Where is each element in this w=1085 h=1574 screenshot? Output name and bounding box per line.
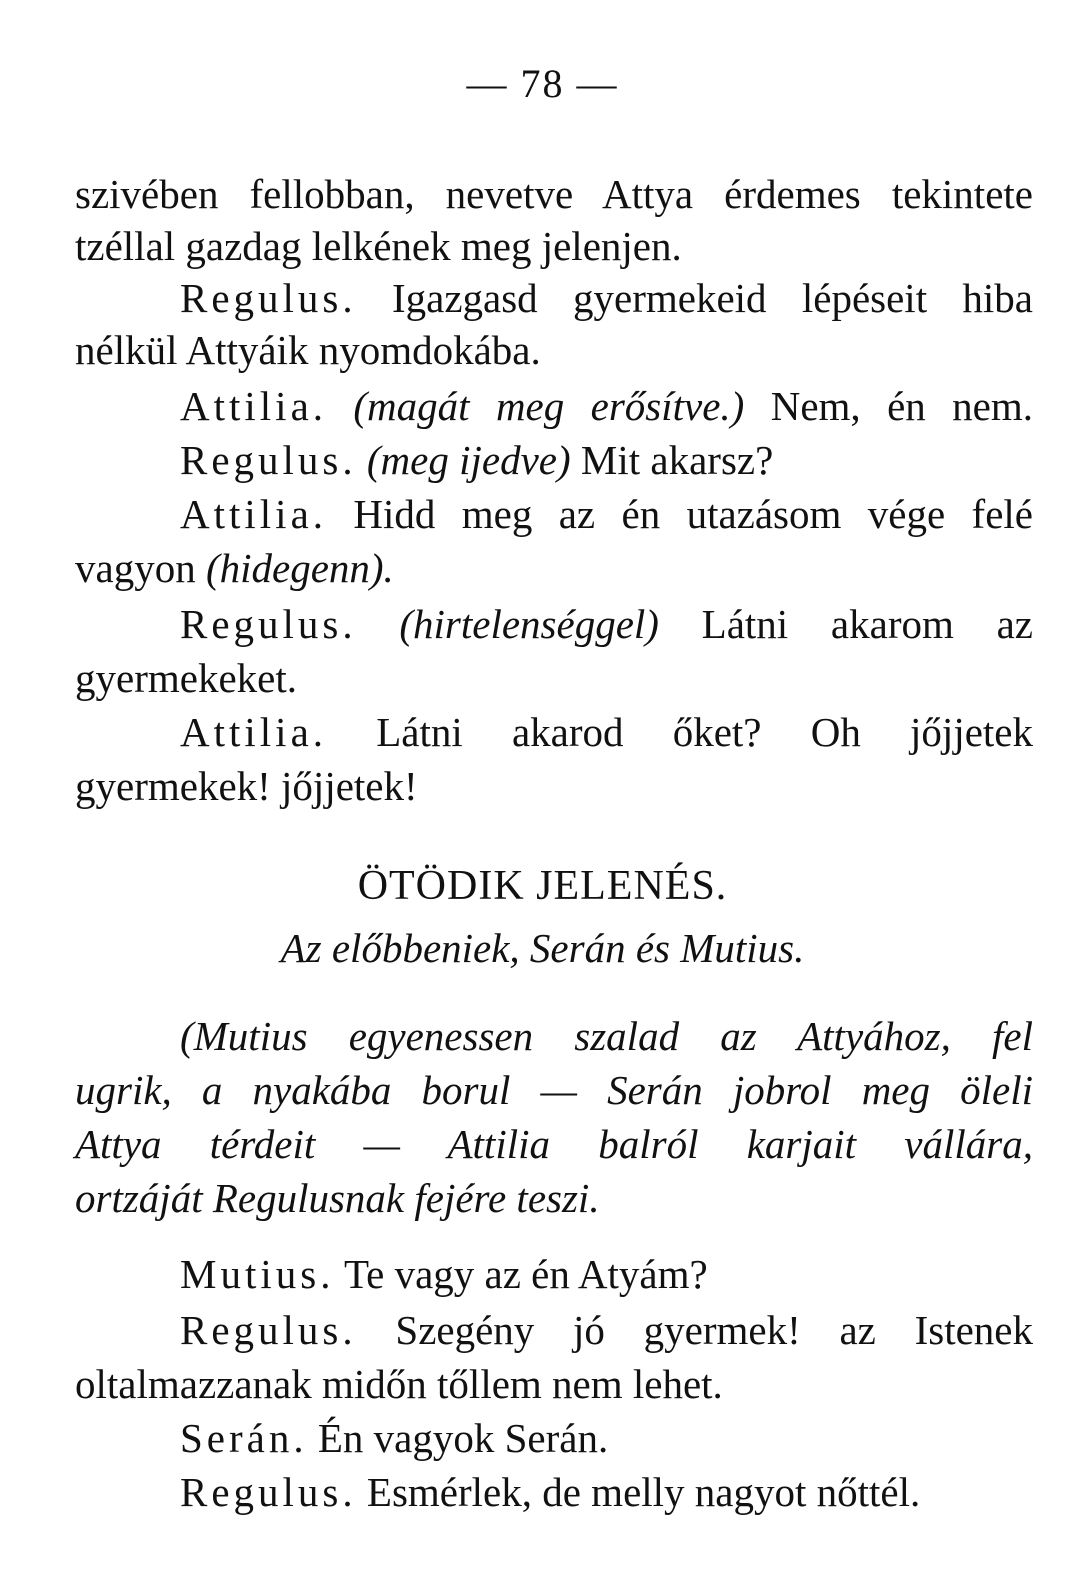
- stage-direction-line: ortzáját Regulusnak fejére teszi.: [75, 1175, 600, 1221]
- dialogue-line: [180, 1412, 1033, 1464]
- dialogue-line: [180, 380, 1033, 432]
- dialogue-text: Mit akarsz?: [570, 437, 774, 483]
- stage-direction: (hidegenn).: [205, 545, 394, 591]
- speaker-name: Regulus.: [180, 275, 357, 321]
- dialogue-text: Látni akarod őket? Oh jőjjetek: [327, 709, 1033, 755]
- speaker-name: Regulus.: [180, 601, 357, 647]
- stage-direction: (hirtelenséggel): [356, 601, 659, 647]
- dialogue-text: Látni akarom az: [658, 601, 1033, 647]
- text-line: oltalmazzanak midőn tőllem nem lehet.: [75, 1361, 723, 1407]
- dialogue-text: Szegény jó gyermek! az Istenek: [356, 1307, 1033, 1353]
- speaker-name: Attilia.: [180, 491, 328, 537]
- speaker-name: Regulus.: [180, 437, 357, 483]
- text-line: [75, 542, 1033, 594]
- stage-direction-line: Attya térdeit — Attilia balról karjait vállára,: [75, 1121, 1033, 1167]
- dialogue-text: Igazgasd gyermekeid lépéseit hiba: [356, 275, 1033, 321]
- text-line: gyermekeket.: [75, 655, 297, 701]
- speaker-name: Attilia.: [180, 383, 328, 429]
- stage-direction: (magát meg erősítve.): [327, 383, 745, 429]
- dialogue-text: Esmérlek, de melly nagyot nőttél.: [356, 1469, 921, 1515]
- dialogue-text: Nem, én nem.: [744, 383, 1033, 429]
- dialogue-line: [180, 598, 1033, 650]
- speaker-name: Mutius.: [180, 1251, 335, 1297]
- scene-characters: Az előbbeniek, Serán és Mutius.: [280, 925, 805, 971]
- dialogue-text: vagyon: [75, 545, 206, 591]
- speaker-name: Regulus.: [180, 1307, 357, 1353]
- text-line: nélkül Attyáik nyomdokába.: [75, 327, 541, 373]
- text-line: gyermekek! jőjjetek!: [75, 763, 418, 809]
- dialogue-line: [180, 272, 1033, 324]
- dialogue-text: Hidd meg az én utazásom vége felé: [327, 491, 1033, 537]
- dialogue-line: [180, 1466, 1033, 1518]
- dialogue-text: Én vagyok Serán.: [307, 1415, 609, 1461]
- stage-direction: (meg ijedve): [356, 437, 571, 483]
- speaker-name: Attilia.: [180, 709, 328, 755]
- dialogue-line: [180, 706, 1033, 758]
- dialogue-line: [180, 488, 1033, 540]
- dialogue-line: [180, 434, 1033, 486]
- text-line: tzéllal gazdag lelkének meg jelenjen.: [75, 223, 682, 269]
- speaker-name: Serán.: [180, 1415, 308, 1461]
- dialogue-text: Te vagy az én Atyám?: [334, 1251, 708, 1297]
- dialogue-line: [180, 1248, 1033, 1300]
- page-number: — 78 —: [466, 61, 619, 106]
- scene-heading: ÖTÖDIK JELENÉS.: [357, 863, 728, 909]
- dialogue-line: [180, 1304, 1033, 1356]
- stage-direction-line: ugrik, a nyakába borul — Serán jobrol meg öleli: [75, 1067, 1033, 1113]
- stage-direction-line: (Mutius egyenessen szalad az Attyához, fel: [180, 1013, 1033, 1059]
- text-line: szivében fellobban, nevetve Attya érdemes tekintete: [75, 171, 1033, 217]
- speaker-name: Regulus.: [180, 1469, 357, 1515]
